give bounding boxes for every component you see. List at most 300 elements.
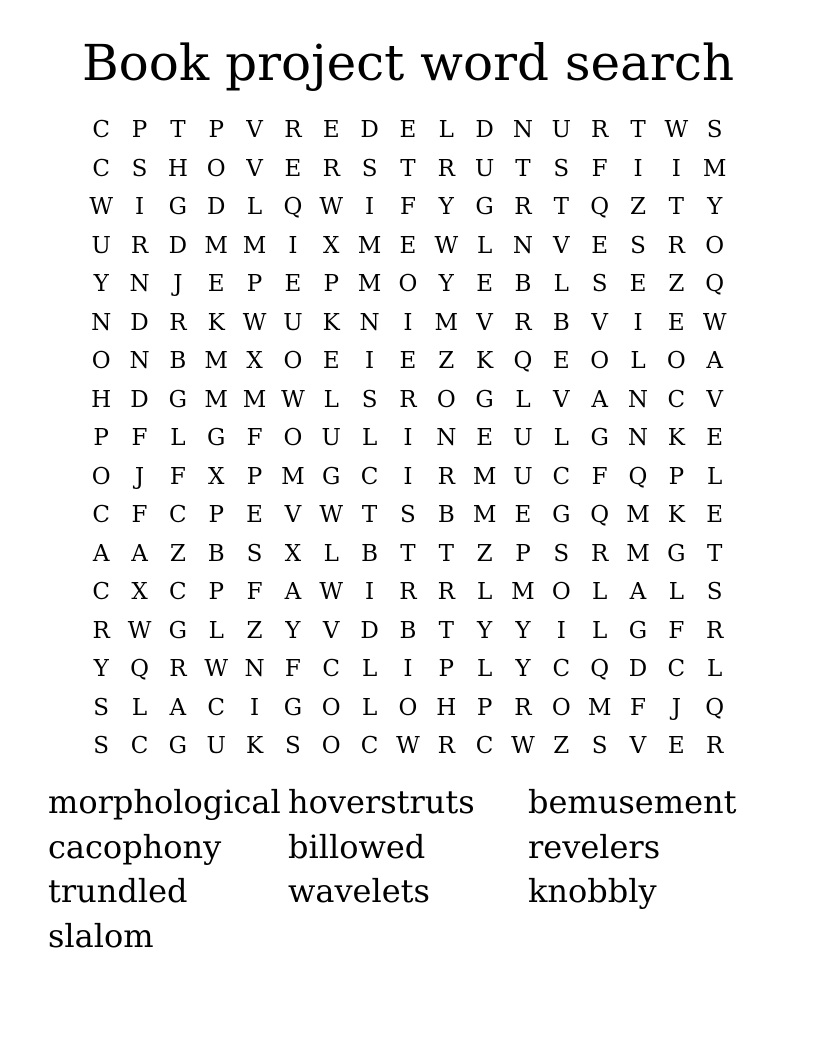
grid-cell: W: [319, 194, 344, 221]
grid-cell: X: [323, 232, 340, 259]
grid-cell: V: [552, 232, 570, 259]
grid-cell: E: [322, 348, 340, 375]
grid-cell: K: [245, 733, 264, 760]
grid-cell: L: [438, 117, 454, 144]
grid-cell: O: [436, 386, 456, 413]
grid-cell: E: [284, 271, 302, 298]
grid-cell: L: [170, 425, 186, 452]
grid-cell: C: [169, 502, 187, 529]
grid-cell: O: [321, 694, 341, 721]
grid-cell: E: [476, 425, 493, 452]
grid-cell: L: [361, 425, 378, 452]
grid-cell: L: [246, 194, 263, 221]
grid-cell: U: [513, 463, 533, 490]
grid-cell: R: [322, 155, 340, 182]
grid-cell: M: [204, 386, 228, 413]
grid-cell: R: [92, 617, 110, 644]
grid-cell: G: [590, 425, 609, 452]
grid-cell: K: [667, 425, 685, 452]
grid-cell: Q: [705, 694, 725, 721]
grid-cell: C: [552, 463, 571, 490]
grid-cell: O: [283, 348, 303, 375]
grid-cell: W: [204, 656, 229, 683]
grid-cell: G: [168, 617, 188, 644]
grid-cell: O: [283, 425, 303, 452]
grid-cell: N: [129, 271, 150, 298]
grid-cell: F: [668, 617, 685, 644]
grid-cell: S: [93, 694, 110, 721]
grid-cell: T: [668, 194, 684, 221]
grid-cell: M: [242, 232, 267, 259]
grid-cell: G: [667, 540, 686, 567]
grid-cell: M: [204, 232, 228, 259]
grid-cell: V: [322, 617, 340, 644]
grid-cell: M: [702, 155, 727, 182]
grid-cell: Q: [283, 194, 303, 221]
grid-cell: P: [476, 694, 493, 721]
grid-cell: C: [92, 155, 110, 182]
grid-row: [82, 650, 734, 689]
grid-cell: C: [92, 502, 110, 529]
grid-cell: N: [359, 309, 380, 336]
grid-cell: Z: [246, 617, 263, 644]
grid-cell: R: [514, 694, 532, 721]
grid-cell: L: [553, 271, 569, 298]
grid-cell: W: [127, 617, 152, 644]
grid-row: [82, 227, 734, 266]
grid-cell: I: [250, 694, 260, 721]
grid-cell: R: [130, 232, 149, 259]
grid-cell: W: [664, 117, 689, 144]
grid-cell: S: [400, 502, 416, 529]
grid-cell: C: [92, 579, 110, 606]
grid-cell: O: [91, 348, 111, 375]
grid-cell: G: [168, 194, 188, 221]
grid-cell: R: [169, 309, 187, 336]
grid-cell: S: [630, 232, 646, 259]
grid-cell: S: [706, 579, 723, 606]
grid-cell: S: [706, 117, 723, 144]
grid-cell: Z: [668, 271, 685, 298]
grid-cell: K: [476, 348, 494, 375]
grid-cell: J: [173, 271, 183, 298]
grid-cell: I: [134, 194, 145, 221]
grid-cell: L: [323, 540, 339, 567]
grid-cell: C: [169, 579, 187, 606]
grid-cell: I: [556, 617, 566, 644]
grid-cell: B: [514, 271, 532, 298]
word-list-item: wavelets: [288, 872, 430, 910]
grid-cell: T: [707, 540, 723, 567]
grid-cell: A: [706, 348, 723, 375]
grid-cell: M: [626, 540, 650, 567]
grid-row: [82, 458, 734, 497]
word-list: [48, 780, 768, 958]
grid-cell: K: [207, 309, 225, 336]
grid-cell: W: [89, 194, 113, 221]
grid-cell: L: [476, 232, 493, 259]
grid-cell: F: [399, 194, 416, 221]
grid-cell: L: [707, 463, 723, 490]
grid-cell: U: [551, 117, 571, 144]
grid-cell: U: [321, 425, 341, 452]
grid-row: [82, 573, 734, 612]
grid-cell: G: [207, 425, 226, 452]
grid-row: [82, 304, 734, 343]
grid-cell: P: [93, 425, 109, 452]
grid-row: [82, 689, 734, 728]
word-list-item: hoverstruts: [288, 783, 475, 821]
grid-cell: N: [627, 386, 649, 413]
grid-cell: Q: [705, 271, 725, 298]
grid-cell: C: [667, 386, 686, 413]
grid-cell: Y: [93, 271, 109, 298]
grid-cell: O: [398, 271, 418, 298]
grid-cell: M: [587, 694, 612, 721]
grid-cell: Z: [553, 733, 570, 760]
grid-cell: G: [552, 502, 571, 529]
grid-cell: W: [319, 502, 344, 529]
grid-cell: P: [668, 463, 685, 490]
grid-cell: T: [438, 617, 454, 644]
grid-cell: Q: [590, 194, 610, 221]
grid-cell: R: [590, 540, 609, 567]
grid-cell: A: [92, 540, 110, 567]
grid-cell: F: [246, 579, 263, 606]
grid-cell: B: [361, 540, 379, 567]
grid-cell: L: [208, 617, 224, 644]
grid-cell: Y: [515, 617, 531, 644]
grid-row: [82, 111, 734, 150]
grid-cell: R: [514, 309, 532, 336]
grid-cell: S: [591, 271, 608, 298]
grid-cell: Q: [590, 502, 610, 529]
word-list-item: trundled: [48, 872, 188, 910]
grid-cell: R: [399, 386, 417, 413]
grid-cell: V: [552, 386, 570, 413]
grid-cell: P: [208, 502, 224, 529]
grid-cell: S: [246, 540, 263, 567]
grid-cell: G: [628, 617, 648, 644]
grid-row: [82, 342, 734, 381]
grid-cell: A: [284, 579, 302, 606]
word-list-item: morphological: [48, 783, 281, 821]
grid-cell: N: [436, 425, 457, 452]
grid-cell: I: [633, 155, 643, 182]
grid-cell: E: [322, 117, 340, 144]
grid-cell: D: [206, 194, 226, 221]
grid-cell: B: [169, 348, 187, 375]
grid-cell: D: [168, 232, 188, 259]
grid-cell: S: [361, 155, 378, 182]
grid-cell: B: [552, 309, 570, 336]
grid-cell: K: [667, 502, 685, 529]
grid-cell: D: [475, 117, 494, 144]
grid-cell: E: [591, 232, 609, 259]
grid-cell: O: [206, 155, 226, 182]
grid-cell: L: [553, 425, 569, 452]
grid-cell: D: [360, 617, 379, 644]
grid-cell: L: [592, 579, 608, 606]
grid-cell: E: [706, 425, 724, 452]
grid-cell: P: [515, 540, 531, 567]
grid-cell: F: [591, 463, 608, 490]
grid-cell: N: [512, 232, 534, 259]
grid-cell: W: [242, 309, 267, 336]
grid-cell: M: [357, 271, 382, 298]
grid-cell: V: [476, 309, 493, 336]
grid-cell: E: [399, 232, 417, 259]
grid-cell: X: [208, 463, 225, 490]
page-title: Book project word search: [81, 34, 735, 92]
grid-cell: U: [474, 155, 495, 182]
grid-cell: F: [169, 463, 186, 490]
grid-cell: P: [131, 117, 148, 144]
grid-cell: P: [323, 271, 339, 298]
grid-cell: N: [627, 425, 649, 452]
grid-cell: Y: [477, 617, 493, 644]
grid-cell: T: [438, 540, 454, 567]
grid-cell: O: [590, 348, 610, 375]
grid-cell: I: [403, 309, 413, 336]
grid-cell: J: [134, 463, 145, 490]
grid-cell: W: [511, 733, 535, 760]
grid-cell: L: [361, 694, 378, 721]
grid-cell: G: [283, 694, 303, 721]
grid-cell: Z: [476, 540, 493, 567]
grid-cell: Q: [513, 348, 533, 375]
grid-cell: E: [667, 733, 685, 760]
grid-cell: O: [666, 348, 686, 375]
grid-cell: L: [361, 656, 378, 683]
grid-cell: E: [552, 348, 570, 375]
grid-cell: C: [475, 733, 494, 760]
grid-cell: C: [360, 733, 379, 760]
grid-cell: P: [208, 579, 224, 606]
grid-cell: I: [671, 155, 681, 182]
grid-cell: L: [592, 617, 608, 644]
grid-cell: G: [322, 463, 341, 490]
grid-cell: M: [242, 386, 267, 413]
grid-cell: T: [170, 117, 186, 144]
grid-cell: L: [668, 579, 684, 606]
grid-cell: O: [91, 463, 111, 490]
grid-cell: I: [365, 579, 375, 606]
grid-cell: I: [365, 348, 375, 375]
grid-cell: B: [399, 617, 417, 644]
grid-cell: A: [131, 540, 148, 567]
grid-cell: G: [475, 386, 494, 413]
grid-cell: W: [396, 733, 420, 760]
grid-cell: U: [283, 309, 303, 336]
grid-cell: L: [131, 694, 148, 721]
grid-cell: G: [168, 733, 188, 760]
grid-cell: F: [131, 425, 148, 452]
grid-cell: O: [398, 694, 418, 721]
grid-cell: M: [281, 463, 305, 490]
grid-row: [82, 496, 734, 535]
grid-cell: M: [626, 502, 650, 529]
grid-cell: J: [671, 694, 681, 721]
grid-cell: P: [438, 656, 454, 683]
grid-cell: O: [321, 733, 341, 760]
grid-cell: I: [633, 309, 643, 336]
grid-cell: K: [322, 309, 340, 336]
grid-cell: Y: [438, 194, 454, 221]
word-list-item: slalom: [48, 916, 154, 955]
grid-cell: U: [91, 232, 111, 259]
grid-cell: V: [629, 733, 647, 760]
grid-cell: S: [591, 733, 608, 760]
grid-cell: I: [288, 232, 298, 259]
word-list-item: billowed: [288, 827, 426, 866]
grid-cell: I: [403, 463, 413, 490]
grid-cell: T: [515, 155, 531, 182]
grid-cell: F: [591, 155, 608, 182]
grid-cell: S: [361, 386, 378, 413]
grid-cell: W: [281, 386, 305, 413]
grid-cell: I: [403, 656, 413, 683]
grid-cell: Z: [629, 194, 646, 221]
grid-cell: T: [361, 502, 378, 529]
grid-cell: F: [131, 502, 148, 529]
grid-cell: P: [208, 117, 224, 144]
grid-cell: Z: [438, 348, 455, 375]
grid-cell: C: [130, 733, 149, 760]
grid-cell: Q: [628, 463, 648, 490]
grid-cell: M: [472, 502, 497, 529]
grid-cell: C: [552, 656, 571, 683]
grid-cell: L: [707, 656, 723, 683]
grid-cell: N: [129, 348, 150, 375]
grid-cell: E: [207, 271, 225, 298]
grid-cell: V: [246, 155, 263, 182]
grid-cell: L: [476, 579, 493, 606]
grid-cell: H: [436, 694, 457, 721]
grid-cell: R: [399, 579, 417, 606]
grid-row: [82, 188, 734, 227]
grid-cell: V: [706, 386, 723, 413]
grid-cell: D: [360, 117, 379, 144]
grid-cell: L: [515, 386, 531, 413]
grid-cell: S: [131, 155, 148, 182]
grid-cell: R: [437, 733, 455, 760]
grid-row: [82, 381, 734, 420]
grid-cell: M: [357, 232, 382, 259]
word-list-item: knobbly: [528, 872, 657, 910]
grid-cell: V: [591, 309, 608, 336]
grid-cell: B: [437, 502, 455, 529]
grid-cell: S: [93, 733, 110, 760]
grid-cell: T: [400, 155, 416, 182]
grid-cell: D: [130, 309, 149, 336]
grid-cell: A: [169, 694, 187, 721]
grid-cell: R: [514, 194, 532, 221]
grid-cell: L: [476, 656, 493, 683]
grid-cell: L: [630, 348, 646, 375]
grid-cell: E: [284, 155, 302, 182]
grid-cell: V: [284, 502, 302, 529]
grid-cell: D: [130, 386, 149, 413]
grid-cell: H: [91, 386, 112, 413]
grid-cell: N: [512, 117, 534, 144]
grid-cell: R: [437, 579, 455, 606]
grid-cell: O: [705, 232, 725, 259]
grid-row: [82, 265, 734, 304]
grid-cell: E: [667, 309, 685, 336]
grid-cell: Y: [438, 271, 454, 298]
grid-row: [82, 535, 734, 574]
grid-cell: E: [399, 348, 417, 375]
grid-cell: C: [322, 656, 341, 683]
word-list-item: cacophony: [48, 827, 222, 866]
grid-cell: C: [667, 656, 686, 683]
grid-row: [82, 727, 734, 766]
grid-cell: H: [167, 155, 188, 182]
grid-row: [82, 612, 734, 651]
grid-cell: R: [437, 155, 455, 182]
grid-cell: R: [437, 463, 455, 490]
grid-cell: A: [629, 579, 647, 606]
grid-cell: N: [91, 309, 112, 336]
grid-cell: T: [630, 117, 646, 144]
grid-cell: L: [323, 386, 339, 413]
grid-cell: Q: [130, 656, 149, 683]
word-list-item: bemusement: [528, 783, 737, 821]
grid-cell: Q: [590, 656, 610, 683]
grid-cell: W: [702, 309, 727, 336]
grid-cell: U: [206, 733, 226, 760]
grid-cell: E: [399, 117, 417, 144]
grid-cell: M: [472, 463, 497, 490]
grid-cell: T: [553, 194, 569, 221]
grid-cell: C: [207, 694, 225, 721]
grid-cell: R: [284, 117, 302, 144]
letter-grid: [82, 111, 734, 766]
grid-cell: V: [246, 117, 263, 144]
grid-cell: G: [475, 194, 494, 221]
word-list-item: revelers: [528, 827, 661, 866]
grid-cell: P: [246, 463, 263, 490]
grid-cell: E: [514, 502, 532, 529]
grid-cell: I: [365, 194, 375, 221]
grid-cell: W: [319, 579, 344, 606]
grid-cell: D: [628, 656, 648, 683]
grid-cell: E: [246, 502, 263, 529]
grid-cell: A: [591, 386, 608, 413]
grid-cell: U: [513, 425, 533, 452]
grid-cell: S: [285, 733, 301, 760]
grid-cell: R: [590, 117, 609, 144]
grid-cell: O: [551, 579, 571, 606]
grid-cell: E: [706, 502, 724, 529]
grid-cell: I: [403, 425, 413, 452]
grid-cell: T: [400, 540, 416, 567]
grid-cell: Y: [707, 194, 723, 221]
grid-cell: E: [476, 271, 493, 298]
grid-cell: X: [246, 348, 263, 375]
grid-cell: R: [667, 232, 685, 259]
grid-cell: R: [169, 656, 187, 683]
grid-cell: E: [629, 271, 647, 298]
grid-cell: M: [204, 348, 228, 375]
grid-cell: Y: [93, 656, 109, 683]
grid-cell: O: [551, 694, 571, 721]
grid-row: [82, 150, 734, 189]
grid-cell: C: [360, 463, 379, 490]
grid-cell: P: [246, 271, 263, 298]
grid-cell: X: [131, 579, 148, 606]
